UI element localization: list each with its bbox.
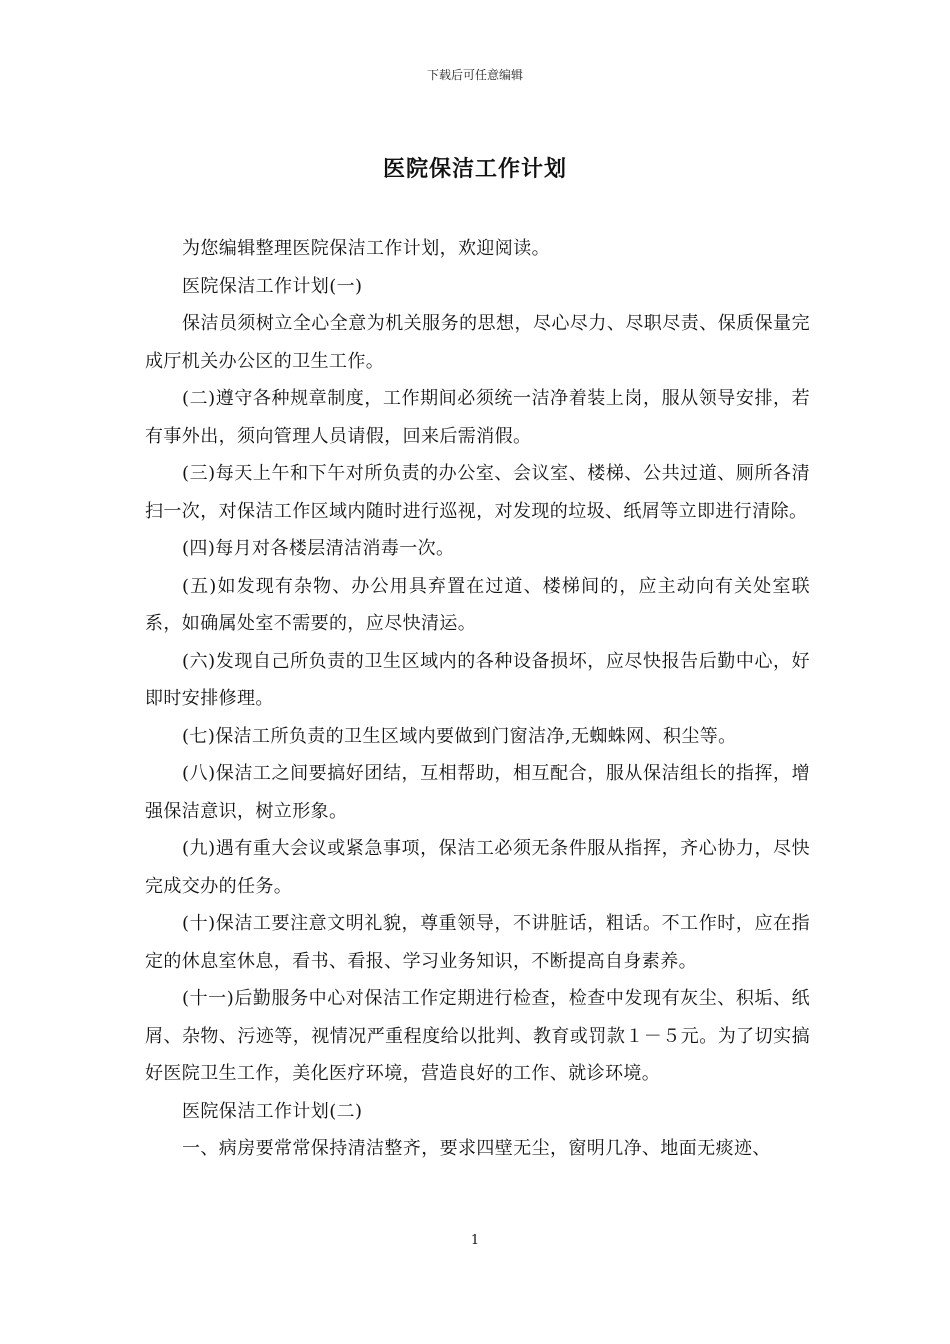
page-number: 1 [470,1233,480,1248]
paragraph: (十)保洁工要注意文明礼貌，尊重领导，不讲脏话，粗话。不工作时，应在指定的休息室休息，看书、看报、学习业务知识，不断提高自身素养。 [145,913,810,972]
paragraph: (三)每天上午和下午对所负责的办公室、会议室、楼梯、公共过道、厕所各清扫一次，对保洁工作区域内随时进行巡视，对发现的垃圾、纸屑等立即进行清除。 [145,463,810,522]
document-body [145,230,810,1168]
paragraph: (八)保洁工之间要搞好团结，互相帮助，相互配合，服从保洁组长的指挥，增强保洁意识，树立形象。 [145,763,810,822]
paragraph: (二)遵守各种规章制度，工作期间必须统一洁净着装上岗，服从领导安排，若有事外出，须向管理人员请假，回来后需消假。 [145,388,810,447]
paragraph: 保洁员须树立全心全意为机关服务的思想，尽心尽力、尽职尽责、保质保量完成厅机关办公区的卫生工作。 [145,313,810,372]
paragraph: (六)发现自己所负责的卫生区域内的各种设备损坏，应尽快报告后勤中心，好即时安排修理。 [145,650,810,709]
paragraph: (九)遇有重大会议或紧急事项，保洁工必须无条件服从指挥，齐心协力，尽快完成交办的任务。 [145,838,810,897]
paragraph: (七)保洁工所负责的卫生区域内要做到门窗洁净,无蜘蛛网、积尘等。 [182,725,737,747]
paragraph: (五)如发现有杂物、办公用具弃置在过道、楼梯间的，应主动向有关处室联系，如确属处室不需要的，应尽快清运。 [145,575,810,634]
section-heading-1: 医院保洁工作计划(一) [182,275,363,297]
document-title: 医院保洁工作计划 [382,156,567,182]
section-heading-2: 医院保洁工作计划(二) [182,1100,363,1122]
paragraph: (四)每月对各楼层清洁消毒一次。 [182,538,455,559]
page-header-note: 下载后可任意编辑 [426,68,523,82]
paragraph: (十一)后勤服务中心对保洁工作定期进行检查，检查中发现有灰尘、积垢、纸屑、杂物、污迹等，视情况严重程度给以批判、教育或罚款１－５元。为了切实搞好医院卫生工作，美化医疗环境，营造良好的工作、就诊环境。 [145,988,810,1084]
paragraph: 一、病房要常常保持清洁整齐，要求四壁无尘，窗明几净、地面无痰迹、 [182,1138,771,1159]
paragraph-intro: 为您编辑整理医院保洁工作计划，欢迎阅读。 [182,238,550,259]
